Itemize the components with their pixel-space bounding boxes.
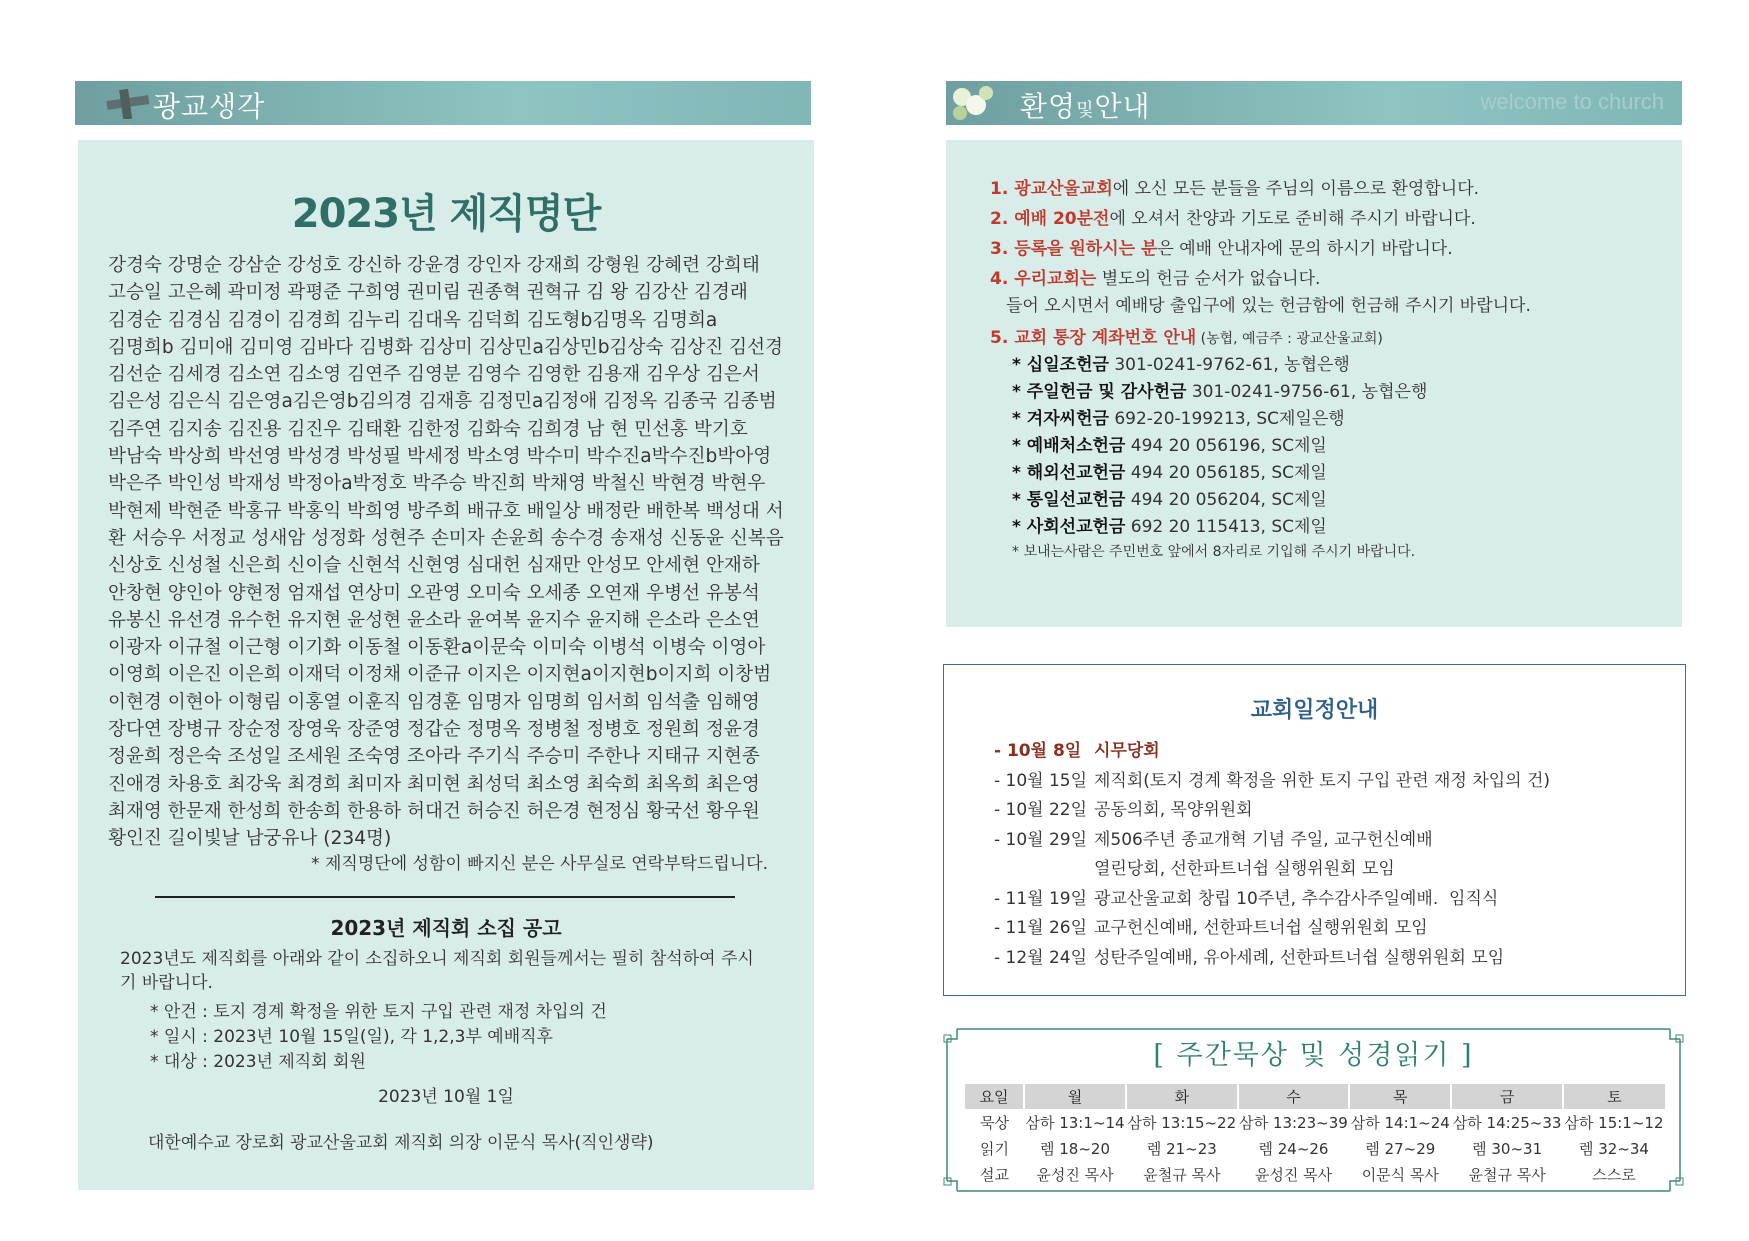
table-cell: 렘 24~26: [1258, 1139, 1329, 1158]
table-row: [965, 1109, 1665, 1135]
schedule-item: - 10월 22일 공동의회, 목양위원회: [994, 800, 1253, 820]
notice-item-agenda: * 안건 : 토지 경계 확정을 위한 토지 구입 관련 재정 차입의 건: [150, 1002, 607, 1022]
table-header-cell: 금: [1451, 1084, 1563, 1109]
roster-note: * 제직명단에 성함이 빠지신 분은 사무실로 연락부탁드립니다.: [311, 854, 768, 874]
table-cell: 윤성진 목사: [1036, 1165, 1114, 1184]
schedule-item: - 11월 26일 교구헌신예배, 선한파트너쉽 실행위원회 모임: [994, 918, 1428, 938]
table-cell: 삼하 13:23~39: [1239, 1113, 1348, 1132]
table-cell: 설교: [980, 1165, 1009, 1184]
cross-icon: [103, 89, 153, 119]
welcome-footnote: * 보내는사람은 주민번호 앞에서 8자리로 기입해 주시기 바랍니다.: [1012, 544, 1416, 560]
schedule-item: - 10월 8일 시무당회: [994, 741, 1160, 761]
table-cell: 삼하 15:1~12: [1564, 1113, 1664, 1132]
welcome-line-4: 4. 우리교회는 별도의 헌금 순서가 없습니다.: [990, 269, 1321, 289]
table-header-cell: 토: [1563, 1084, 1665, 1109]
divider: [155, 896, 735, 898]
table-header-cell: 월: [1024, 1084, 1126, 1109]
right-header-title: 환영및안내: [1020, 90, 1151, 123]
account-row: * 통일선교헌금 494 20 056204, SC제일: [1012, 490, 1327, 510]
table-cell: 스스로: [1592, 1165, 1636, 1184]
account-row: * 사회선교헌금 692 20 115413, SC제일: [1012, 517, 1327, 537]
account-row: * 해외선교헌금 494 20 056185, SC제일: [1012, 463, 1327, 483]
roster-names: 강경숙 강명순 강삼순 강성호 강신하 강윤경 강인자 강재희 강형원 강혜련 강희태 고승일 고은혜 곽미정 곽평준 구희영 권미림 권종혁 권혁규 김 왕 김강산 김경래 김경순 김경심 김경이 김경희 김누리 김대옥 김덕희 김도형b김명옥 김명희a 김명희b 김미애 김미영 김바다 김병화 김상미 김상민a김상민b김상숙 김상진 김선경 김선순 김세경 김소연 김소영 김연주 김영분 김영수 김영한 김용재 김우상 김은서 김은성 김은식 김은영a김은영b김의경 김재흥 김정민a김정애 김정옥 김종국 김종범 김주연 김지송 김진용 김진우 김태환 김한정 김화숙 김희경 남 현 민선홍 박기호 박남숙 박상희 박선영 박성경 박성필 박세정 박소영 박수미 박수진a박수진b박아영 박은주 박인성 박재성 박정아a박정호 박주승 박진희 박채영 박철신 박현경 박현우 박현제 박현준 박홍규 박홍익 박희영 방주희 배규호 배일상 배정란 배한복 백성대 서 환 서승우 서정교 성새암 성정화 성현주 손미자 손윤희 송수경 송재성 신동윤 신복음 신상호 신성철 신은희 신이슬 신현석 신현영 심대헌 심재만 안성모 안세현 안재하 안창현 양인아 양현정 엄재섭 연상미 오관영 오미숙 오세종 오연재 우병선 유봉석 유봉신 유선경 유수헌 유지현 윤성현 윤소라 윤여복 윤지수 윤지해 은소라 은소연 이광자 이규철 이근형 이기화 이동철 이동환a이문숙 이미숙 이병석 이병숙 이영아 이영희 이은진 이은희 이재덕 이정채 이준규 이지은 이지현a이지현b이지희 이창범 이현경 이현아 이형림 이홍열 이훈직 임경훈 임명자 임명희 임서희 임석출 임해영 장다연 장병규 장순정 장영욱 장준영 정갑순 정명옥 정병철 정병호 정원희 정윤경 정윤희 정은숙 조성일 조세원 조숙영 조아라 주기식 주승미 주한나 지태규 지현종 진애경 차용호 최강욱 최경희 최미자 최미현 최성덕 최소영 최숙희 최옥희 최은영 최재영 한문재 한성희 한송희 한용하 허대건 허승진 허은경 현정심 황국선 황우원 황인진 길이빛날 남궁유나 (234명): [108, 255, 784, 850]
welcome-line-4-cont: 들어 오시면서 예배당 출입구에 있는 헌금함에 헌금해 주시기 바랍니다.: [1006, 296, 1531, 316]
meditation-box: [943, 1025, 1684, 1195]
schedule-item: - 10월 29일 제506주년 종교개혁 기념 주일, 교구헌신예배: [994, 830, 1433, 850]
table-header-cell: 수: [1238, 1084, 1350, 1109]
welcome-line-3: 3. 등록을 원하시는 분은 예배 안내자에 문의 하시기 바랍니다.: [990, 239, 1453, 259]
table-cell: 렘 27~29: [1365, 1139, 1436, 1158]
table-cell: 읽기: [980, 1139, 1009, 1158]
meditation-title: [ 주간묵상 및 성경읽기 ]: [1153, 1040, 1474, 1071]
table-row: [965, 1161, 1665, 1187]
account-row: * 겨자씨헌금 692-20-199213, SC제일은행: [1012, 409, 1345, 429]
table-header-row: [965, 1084, 1665, 1109]
roster-panel: [78, 140, 814, 1190]
welcome-line-2: 2. 예배 20분전에 오셔서 찬양과 기도로 준비해 주시기 바랍니다.: [990, 209, 1476, 229]
table-cell: 윤철규 목사: [1468, 1165, 1546, 1184]
right-section-header: [946, 81, 1682, 125]
schedule-box: [943, 664, 1686, 996]
table-cell: 윤성진 목사: [1254, 1165, 1333, 1184]
table-cell: 윤철규 목사: [1143, 1165, 1221, 1184]
left-header-title: 광교생각: [153, 90, 266, 123]
notice-date: 2023년 10월 1일: [378, 1087, 514, 1107]
notice-item-target: * 대상 : 2023년 제직회 회원: [150, 1052, 366, 1072]
table-header-cell: 요일: [965, 1084, 1024, 1109]
table-cell: 삼하 14:1~24: [1350, 1113, 1450, 1132]
welcome-line-5: 5. 교회 통장 계좌번호 안내 (농협, 예금주 : 광교산울교회): [990, 328, 1383, 348]
account-row: * 주일헌금 및 감사헌금 301-0241-9756-61, 농협은행: [1012, 382, 1428, 402]
schedule-item: - 11월 19일 광교산울교회 창립 10주년, 추수감사주일예배. 임직식: [994, 889, 1499, 909]
schedule-item: 열린당회, 선한파트너쉽 실행위원회 모임: [1094, 859, 1395, 879]
table-cell: 삼하 13:1~14: [1025, 1113, 1125, 1132]
table-cell: 삼하 13:15~22: [1127, 1113, 1237, 1132]
table-cell: 렘 21~23: [1146, 1139, 1217, 1158]
flower-icon: [948, 83, 998, 123]
meditation-table: [965, 1084, 1665, 1187]
table-header-cell: 목: [1349, 1084, 1451, 1109]
account-row: * 십일조헌금 301-0241-9762-61, 농협은행: [1012, 355, 1350, 375]
schedule-title: 교회일정안내: [1250, 698, 1379, 723]
schedule-item: - 12월 24일 성탄주일예배, 유아세례, 선한파트너쉽 실행위원회 모임: [994, 948, 1505, 968]
welcome-line-1: 1. 광교산울교회에 오신 모든 분들을 주님의 이름으로 환영합니다.: [990, 179, 1480, 199]
table-cell: 렘 30~31: [1472, 1139, 1543, 1158]
notice-intro: 2023년도 제직회를 아래와 같이 소집하오니 제직회 회원들께서는 필히 참석하여 주시기 바랍니다.: [120, 949, 754, 993]
account-row: * 예배처소헌금 494 20 056196, SC제일: [1012, 436, 1327, 456]
table-cell: 이문식 목사: [1361, 1165, 1439, 1184]
notice-signature: 대한예수교 장로회 광교산울교회 제직회 의장 이문식 목사(직인생략): [148, 1133, 654, 1153]
table-cell: 렘 32~34: [1578, 1139, 1649, 1158]
notice-title: 2023년 제직회 소집 공고: [330, 916, 562, 940]
notice-item-time: * 일시 : 2023년 10월 15일(일), 각 1,2,3부 예배직후: [150, 1027, 553, 1047]
table-row: [965, 1135, 1665, 1161]
schedule-item: - 10월 15일 제직회(토지 경계 확정을 위한 토지 구입 관련 재정 차입의 건): [994, 771, 1551, 791]
right-header-subtitle: welcome to church: [1480, 89, 1664, 114]
table-header-cell: 화: [1126, 1084, 1238, 1109]
table-cell: 렘 18~20: [1040, 1139, 1111, 1158]
left-section-header: [75, 81, 811, 125]
welcome-panel: [946, 140, 1682, 627]
table-cell: 삼하 14:25~33: [1452, 1113, 1562, 1132]
table-cell: 묵상: [980, 1113, 1009, 1132]
roster-title: 2023년 제직명단: [291, 191, 601, 237]
